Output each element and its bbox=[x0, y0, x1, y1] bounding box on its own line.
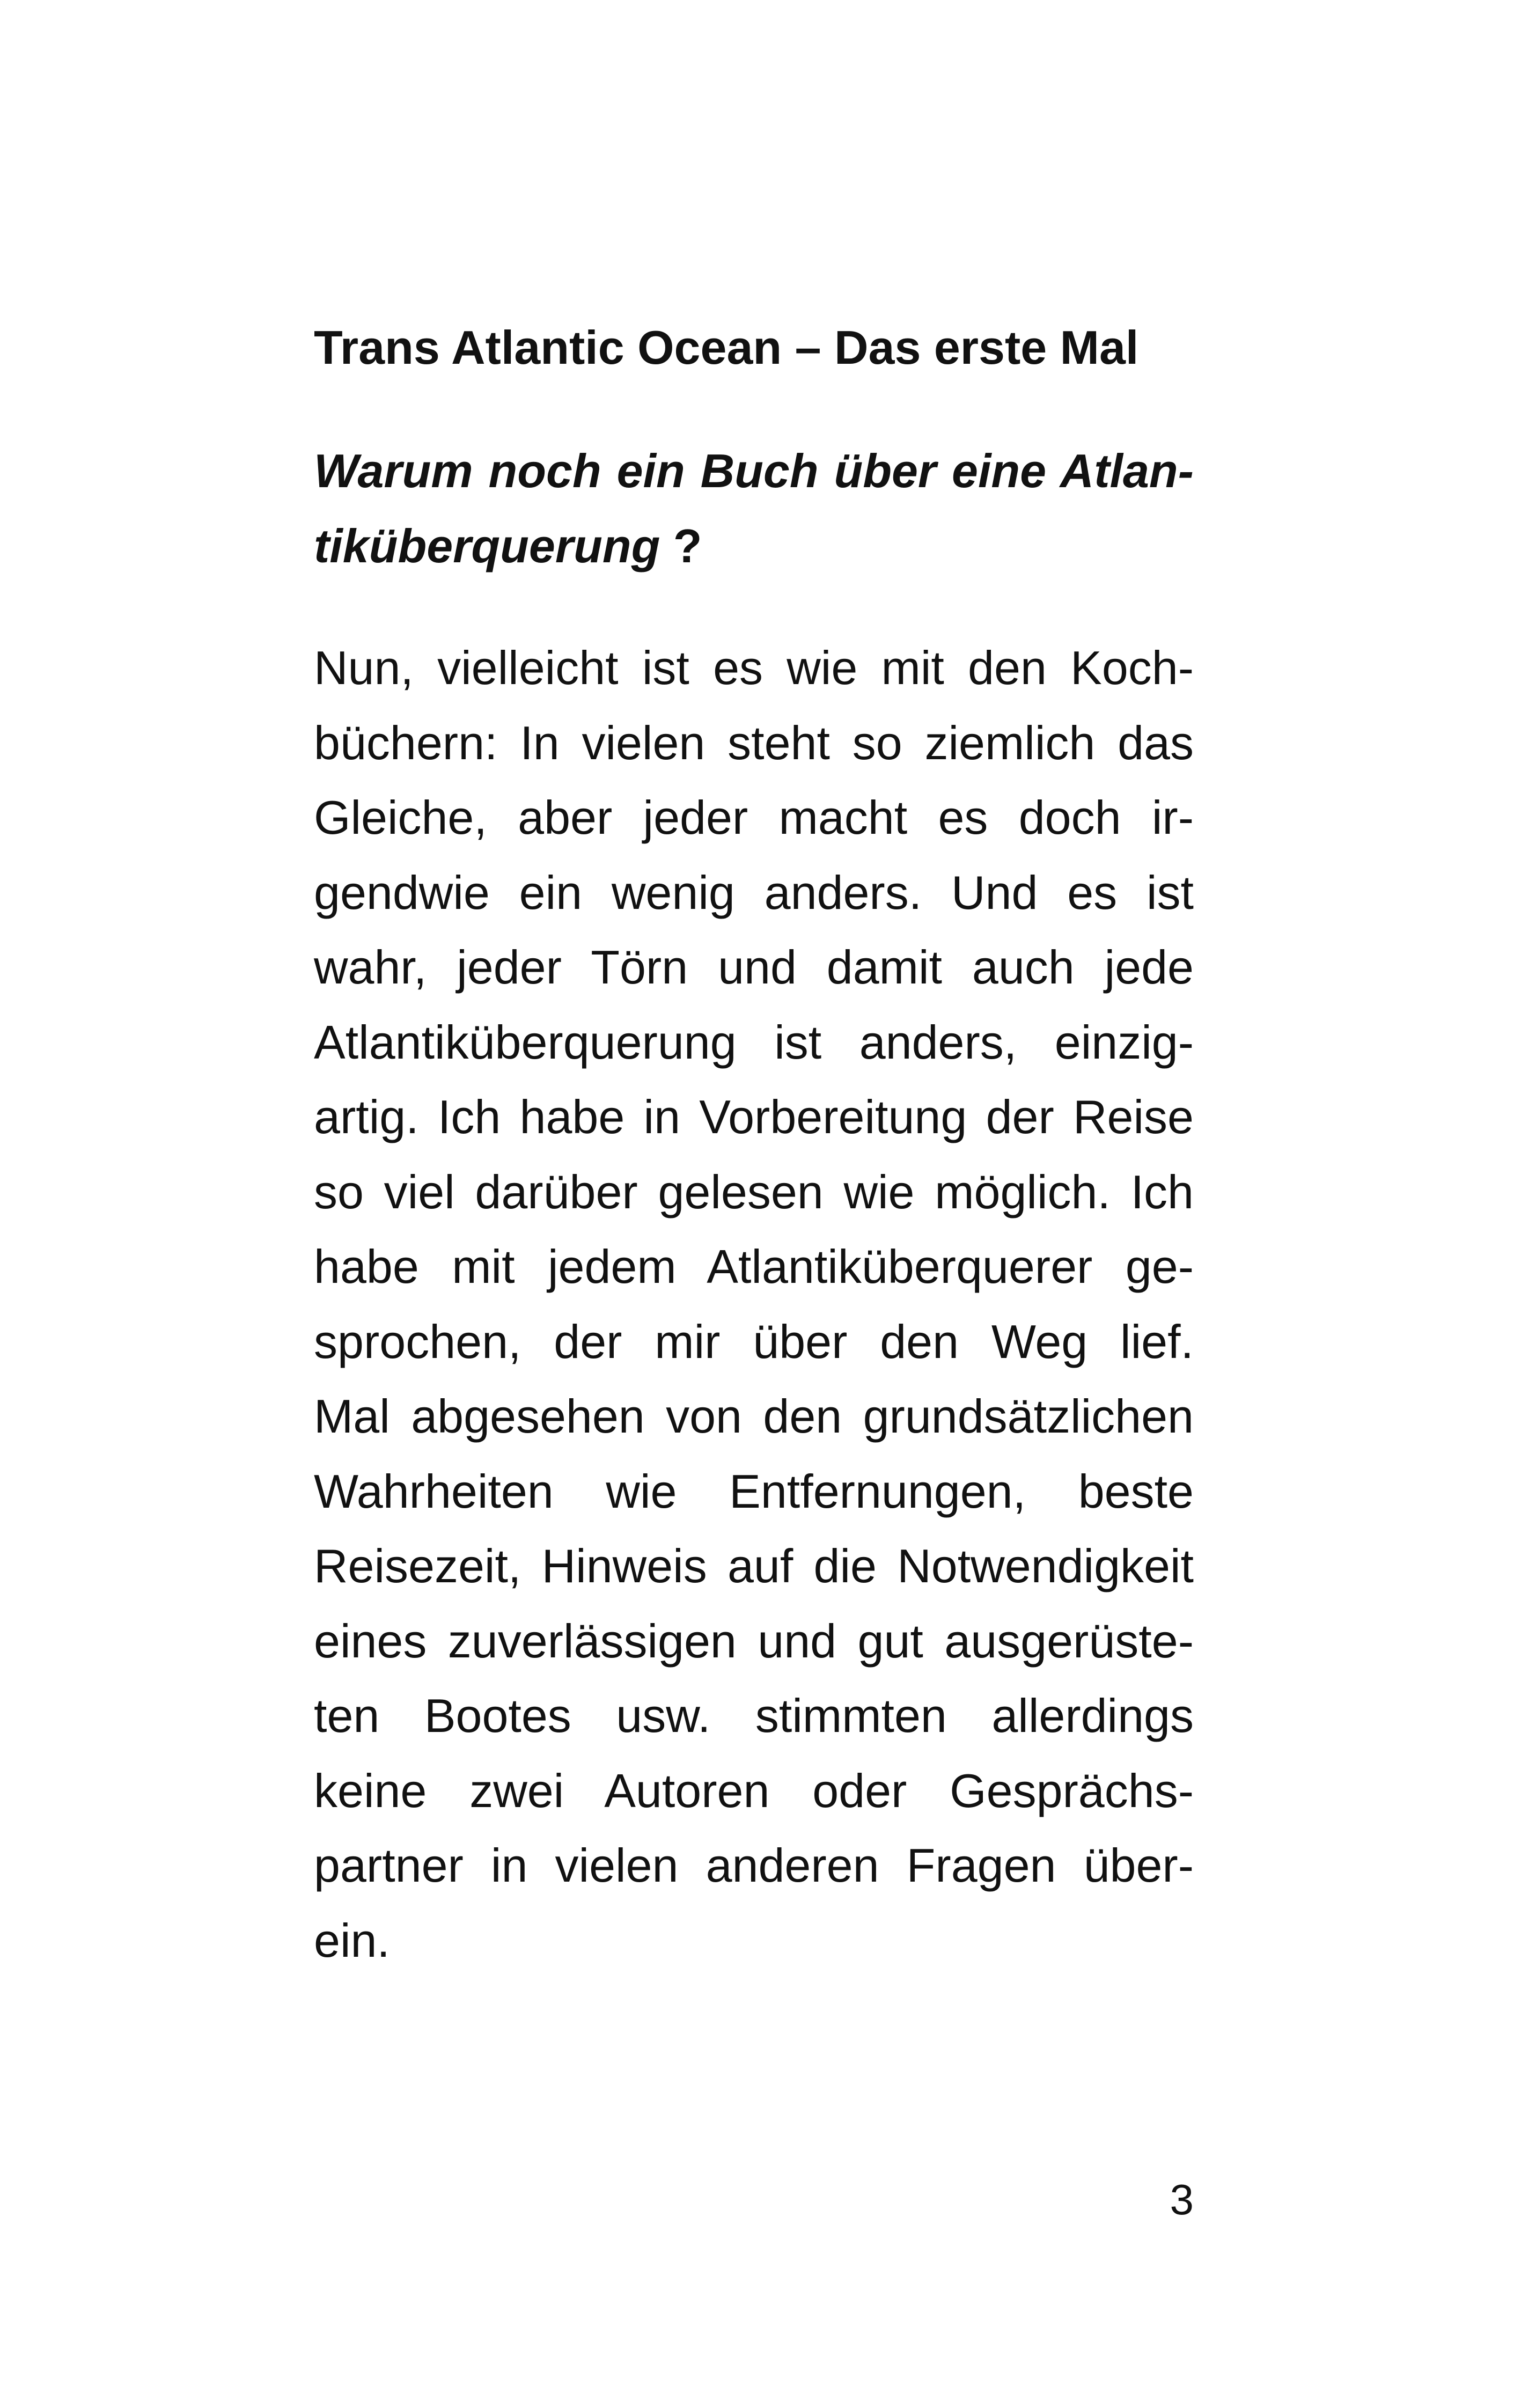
paragraph-line: Reisezeit, Hinweis auf die Notwendigkeit bbox=[314, 1539, 1194, 1592]
section-question bbox=[314, 434, 1194, 583]
paragraph-line: Mal abgesehen von den grundsätzlichen bbox=[314, 1390, 1194, 1443]
chapter-title: Trans Atlantic Ocean – Das erste Mal bbox=[314, 321, 1139, 374]
paragraph-line: Gleiche, aber jeder macht es doch ir- bbox=[314, 791, 1194, 844]
question-line-2-italic: tiküberquerung bbox=[314, 519, 660, 572]
paragraph-line: artig. Ich habe in Vorbereitung der Reise bbox=[314, 1090, 1194, 1143]
paragraph-line: Atlantiküberquerung ist anders, einzig- bbox=[314, 1015, 1194, 1069]
paragraph-line: Nun, vielleicht ist es wie mit den Koch- bbox=[314, 641, 1194, 694]
paragraph-line: wahr, jeder Törn und damit auch jede bbox=[314, 941, 1194, 994]
paragraph-line: büchern: In vielen steht so ziemlich das bbox=[314, 716, 1194, 769]
question-mark: ? bbox=[660, 519, 702, 572]
paragraph-line: habe mit jedem Atlantiküberquerer ge- bbox=[314, 1240, 1194, 1293]
page-number: 3 bbox=[1170, 2176, 1194, 2223]
paragraph-line: sprochen, der mir über den Weg lief. bbox=[314, 1315, 1194, 1368]
paragraph-line: partner in vielen anderen Fragen über- bbox=[314, 1839, 1194, 1892]
paragraph-line: so viel darüber gelesen wie möglich. Ich bbox=[314, 1165, 1194, 1218]
paragraph-line: ten Bootes usw. stimmten allerdings bbox=[314, 1689, 1194, 1742]
paragraph-line: ein. bbox=[314, 1913, 390, 1967]
paragraph-line: Wahrheiten wie Entfernungen, beste bbox=[314, 1464, 1194, 1518]
paragraph-line: keine zwei Autoren oder Gesprächs- bbox=[314, 1764, 1194, 1817]
paragraph-line: gendwie ein wenig anders. Und es ist bbox=[314, 865, 1194, 919]
paragraph-line: eines zuverlässigen und gut ausgerüste- bbox=[314, 1614, 1194, 1668]
question-line-2 bbox=[314, 509, 1194, 584]
body-paragraph bbox=[314, 630, 1194, 1978]
question-line-1: Warum noch ein Buch über eine Atlan- bbox=[314, 444, 1194, 497]
